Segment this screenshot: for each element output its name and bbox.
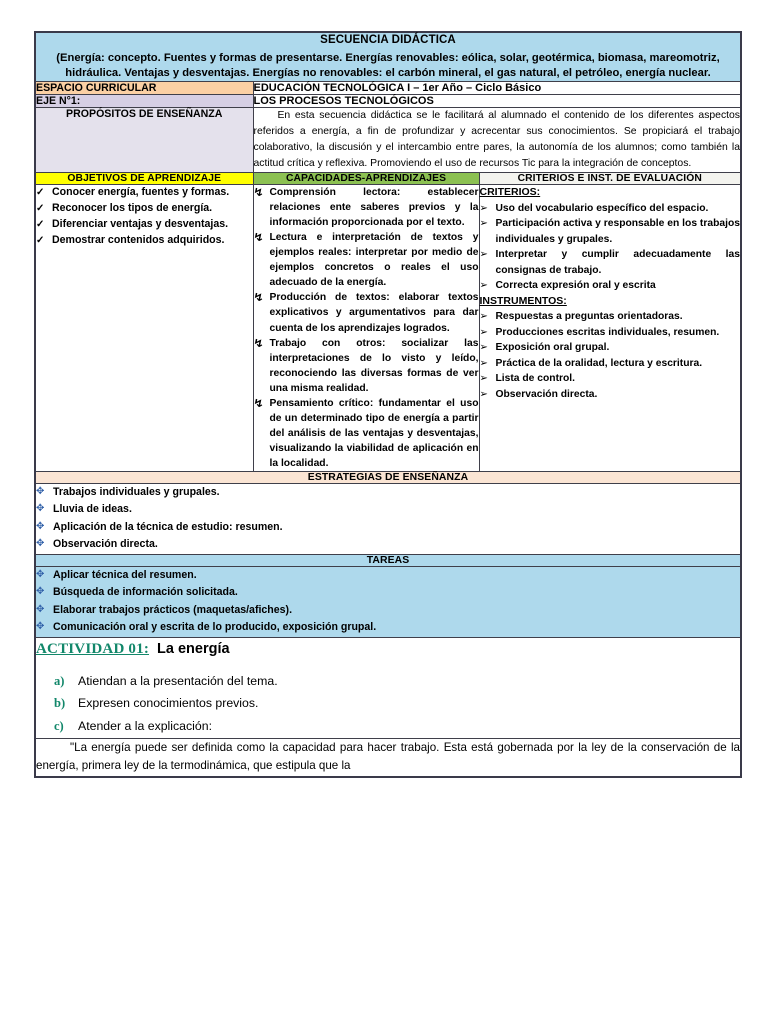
cross-bullet-icon: ✥: [36, 485, 45, 497]
cross-bullet-icon: ✥: [36, 503, 45, 515]
tareas-header-row: [35, 554, 741, 566]
list-item: [54, 715, 740, 738]
columns-header-row: [35, 173, 741, 185]
actividad-steps: [54, 670, 740, 738]
list-item-text: Observación directa.: [53, 538, 158, 551]
list-item-text: Respuestas a preguntas orientadoras.: [495, 311, 683, 323]
list-item: [480, 356, 741, 371]
title-cell: [35, 32, 741, 81]
list-item-text: Atender a la explicación:: [78, 719, 212, 734]
propositos-label: PROPÓSITOS DE ENSEÑANZA: [35, 107, 253, 173]
document-subtitle: (Energía: concepto. Fuentes y formas de presentarse. Energías renovables: eólica, solar, geotérmica, biomasa, mareomotriz, hidráulica. Ventajas y desventajas. Energías no renovables: el carbón mineral, el gas natural, el petróleo, energía nuclear.: [56, 52, 720, 79]
arrowhead-icon: ➢: [479, 249, 488, 261]
estrategias-cell: [35, 483, 741, 554]
arrowhead-icon: ➢: [479, 311, 488, 323]
cross-bullet-icon: ✥: [36, 538, 45, 550]
list-item: [36, 217, 253, 233]
list-item: [36, 501, 740, 518]
list-item: [480, 371, 741, 386]
actividad-name: La energía: [157, 640, 230, 657]
step-marker: b): [54, 696, 66, 711]
estrategias-body-row: [35, 483, 741, 554]
capacidades-header: CAPACIDADES-APRENDIZAJES: [253, 173, 479, 185]
list-item-text: Observación directa.: [495, 388, 598, 400]
list-item: [36, 536, 740, 553]
list-item-text: Producciones escritas individuales, resumen.: [495, 326, 720, 338]
list-item: [254, 230, 479, 290]
check-icon: ✓: [36, 203, 45, 215]
list-item-text: Uso del vocabulario específico del espacio.: [495, 202, 709, 214]
list-item-text: Aplicación de la técnica de estudio: resumen.: [53, 520, 283, 533]
tareas-body-row: [35, 566, 741, 637]
document-title: SECUENCIA DIDÁCTICA: [320, 34, 456, 46]
cross-bullet-icon: ✥: [36, 603, 45, 615]
list-item: [480, 216, 741, 247]
eje-label: EJE N°1:: [35, 94, 253, 107]
list-item: [36, 567, 740, 584]
arrowhead-icon: ➢: [479, 280, 488, 292]
list-item: [254, 185, 479, 230]
check-icon: ✓: [36, 187, 45, 199]
list-item: [480, 387, 741, 402]
list-item: [36, 584, 740, 601]
quote-row: [35, 738, 741, 777]
check-icon: ✓: [36, 219, 45, 231]
list-item-text: Aplicar técnica del resumen.: [53, 568, 197, 581]
objetivos-cell: [35, 185, 253, 472]
list-item: [54, 670, 740, 693]
instrumentos-subheading: INSTRUMENTOS:: [479, 294, 567, 307]
columns-body-row: [35, 185, 741, 472]
list-item: [480, 278, 741, 293]
list-item-text: Exposición oral grupal.: [495, 342, 610, 354]
criterios-subheading: CRITERIOS:: [479, 186, 541, 199]
list-item-text: Producción de textos: elaborar textos explicativos y argumentativos para dar cuenta de los aprendizajes logrados.: [269, 292, 479, 334]
list-item-text: Conocer energía, fuentes y formas.: [52, 186, 230, 199]
eje-value: LOS PROCESOS TECNOLÓGICOS: [253, 94, 741, 107]
instrumentos-list: [480, 309, 741, 402]
objetivos-list: [36, 185, 253, 249]
list-item-text: Pensamiento crítico: fundamentar el uso de un determinado tipo de energía a partir del análisis de las ventajas y desventajas, visualizando la viabilidad de aplicación en la localidad.: [269, 397, 479, 469]
propositos-text: En esta secuencia didáctica se le facilitará al alumnado el contenido de los diferentes aspectos referidos a energía, a fin de profundizar y acrecentar sus conocimientos. Se propiciará el trabajo colaborativo, la discusión y el intercambio entre pares, la autonomía de los alumnos; como también la actitud crítica y reflexiva. Promoviendo el uso de recursos Tic para la integración de conceptos.: [253, 109, 740, 170]
list-item-text: Elaborar trabajos prácticos (maquetas/afiches).: [53, 603, 293, 616]
list-item-text: Trabajo con otros: socializar las interpretaciones de lo visto y leído, reconociendo las diversas formas de ver una misma realidad.: [269, 337, 479, 394]
list-item: [254, 396, 479, 471]
cross-bullet-icon: ✥: [36, 621, 45, 633]
list-item: [254, 336, 479, 396]
zigzag-arrow-icon: ↯: [252, 291, 264, 305]
arrowhead-icon: ➢: [479, 342, 488, 354]
list-item: [36, 484, 740, 501]
estrategias-list: [36, 484, 740, 554]
criterios-list: [480, 201, 741, 294]
capacidades-list: [254, 185, 479, 471]
tareas-list: [36, 567, 740, 637]
list-item-text: Reconocer los tipos de energía.: [52, 202, 213, 215]
list-item: [36, 233, 253, 249]
list-item-text: Comprensión lectora: establecer relaciones ente saberes previos y la información proporcionada por el texto.: [269, 187, 479, 229]
list-item-text: Participación activa y responsable en los trabajos individuales y grupales.: [495, 218, 740, 245]
sequence-table: [34, 31, 742, 778]
list-item-text: Correcta expresión oral y escrita: [495, 280, 656, 292]
list-item: [480, 247, 741, 278]
capacidades-cell: [253, 185, 479, 472]
list-item-text: Lista de control.: [495, 373, 576, 385]
title-row: [35, 32, 741, 81]
list-item-text: Interpretar y cumplir adecuadamente las consignas de trabajo.: [495, 249, 740, 276]
list-item-text: Diferenciar ventajas y desventajas.: [52, 218, 229, 231]
list-item-text: Búsqueda de información solicitada.: [53, 586, 238, 599]
espacio-value: EDUCACIÓN TECNOLÓGICA I – 1er Año – Ciclo Básico: [253, 81, 741, 94]
criterios-cell: [479, 185, 741, 472]
eje-row: [35, 94, 741, 107]
criterios-header: CRITERIOS E INST. DE EVALUACIÓN: [479, 173, 741, 185]
check-icon: ✓: [36, 234, 45, 246]
list-item: [254, 290, 479, 335]
list-item-text: Atiendan a la presentación del tema.: [78, 673, 278, 688]
espacio-row: [35, 81, 741, 94]
estrategias-header: ESTRATEGIAS DE ENSEÑANZA: [35, 471, 741, 483]
zigzag-arrow-icon: ↯: [252, 336, 264, 350]
quote-cell: [35, 738, 741, 777]
list-item: [480, 325, 741, 340]
zigzag-arrow-icon: ↯: [252, 231, 264, 245]
list-item: [36, 185, 253, 201]
list-item-text: Comunicación oral y escrita de lo producido, exposición grupal.: [53, 621, 377, 634]
actividad-tag: ACTIVIDAD 01:: [36, 640, 150, 657]
tareas-header: TAREAS: [35, 554, 741, 566]
step-marker: c): [54, 719, 64, 734]
arrowhead-icon: ➢: [479, 202, 488, 214]
list-item: [480, 340, 741, 355]
quote-text: "La energía puede ser definida como la capacidad para hacer trabajo. Esta está gobernada por la ley de la conservación de la energía, primera ley de la termodinámica, que estipula que la: [36, 740, 740, 773]
propositos-row: [35, 107, 741, 173]
zigzag-arrow-icon: ↯: [252, 186, 264, 200]
arrowhead-icon: ➢: [479, 326, 488, 338]
estrategias-header-row: [35, 471, 741, 483]
actividad-title-row: [36, 640, 740, 658]
list-item: [36, 519, 740, 536]
list-item-text: Lluvia de ideas.: [53, 503, 132, 516]
list-item-text: Expresen conocimientos previos.: [78, 696, 259, 711]
espacio-label: ESPACIO CURRICULAR: [35, 81, 253, 94]
cross-bullet-icon: ✥: [36, 568, 45, 580]
list-item: [36, 201, 253, 217]
cross-bullet-icon: ✥: [36, 520, 45, 532]
list-item: [480, 309, 741, 324]
list-item-text: Lectura e interpretación de textos y ejemplos reales: interpretar por medio de ejemplos concretos o reales el uso adecuado de la energía.: [269, 232, 479, 289]
arrowhead-icon: ➢: [479, 357, 488, 369]
actividad-row: [35, 637, 741, 738]
arrowhead-icon: ➢: [479, 218, 488, 230]
list-item-text: Demostrar contenidos adquiridos.: [52, 233, 225, 246]
actividad-cell: [35, 637, 741, 738]
cross-bullet-icon: ✥: [36, 586, 45, 598]
list-item-text: Trabajos individuales y grupales.: [53, 485, 220, 498]
list-item: [36, 602, 740, 619]
step-marker: a): [54, 673, 65, 688]
arrowhead-icon: ➢: [479, 388, 488, 400]
tareas-cell: [35, 566, 741, 637]
list-item: [36, 619, 740, 636]
list-item: [54, 692, 740, 715]
objetivos-header: OBJETIVOS DE APRENDIZAJE: [35, 173, 253, 185]
list-item: [480, 201, 741, 216]
arrowhead-icon: ➢: [479, 373, 488, 385]
list-item-text: Práctica de la oralidad, lectura y escritura.: [495, 357, 703, 369]
propositos-text-cell: [253, 107, 741, 173]
zigzag-arrow-icon: ↯: [252, 396, 264, 410]
